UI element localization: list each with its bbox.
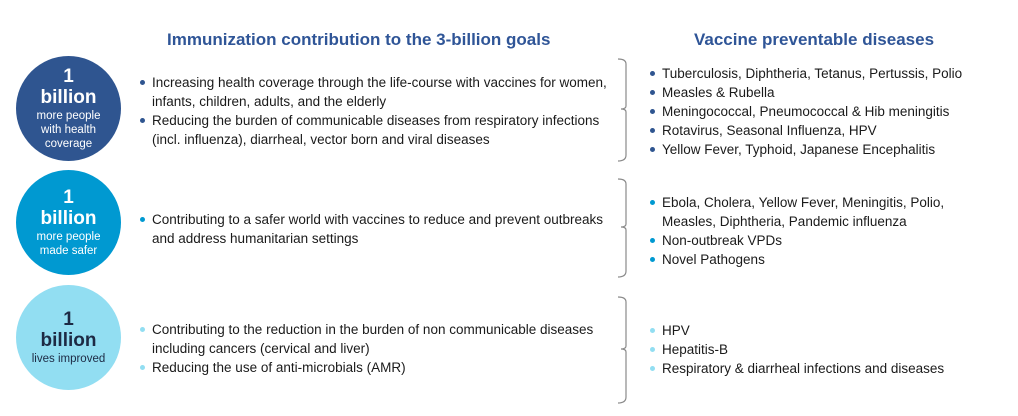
goal-subtitle: coverage <box>44 137 93 150</box>
goal-subtitle: lives improved <box>31 352 106 365</box>
contribution-list <box>138 73 608 149</box>
disease-item: Yellow Fever, Typhoid, Japanese Encephalitis <box>648 140 993 159</box>
goal-subtitle: more people <box>36 109 101 122</box>
disease-item: Novel Pathogens <box>648 250 993 269</box>
goal-circle <box>16 56 121 161</box>
disease-item: Non-outbreak VPDs <box>648 231 993 250</box>
contribution-list <box>138 210 608 248</box>
contribution-list <box>138 320 608 377</box>
contribution-item: Contributing to a safer world with vaccines to reduce and prevent outbreaks and address humanitarian settings <box>138 210 608 248</box>
goal-number: 1 <box>63 308 74 330</box>
goal-number: 1 <box>63 65 74 87</box>
goal-number: 1 <box>63 186 74 208</box>
goal-subtitle: more people <box>36 230 101 243</box>
disease-item: Meningococcal, Pneumococcal & Hib meningitis <box>648 102 993 121</box>
bracket <box>612 178 632 278</box>
disease-list <box>648 321 993 378</box>
goal-circle <box>16 285 121 390</box>
disease-list <box>648 193 993 269</box>
disease-item: Tuberculosis, Diphtheria, Tetanus, Pertussis, Polio <box>648 64 993 83</box>
contribution-item: Contributing to the reduction in the burden of non communicable diseases including cancers (cervical and liver) <box>138 320 608 358</box>
contribution-item: Increasing health coverage through the life-course with vaccines for women, infants, children, adults, and the elderly <box>138 73 608 111</box>
goal-unit: billion <box>40 329 97 351</box>
diseases-header: Vaccine preventable diseases <box>694 30 935 49</box>
goal-circle <box>16 170 121 275</box>
disease-item: Measles & Rubella <box>648 83 993 102</box>
goal-unit: billion <box>40 86 97 108</box>
contribution-item: Reducing the burden of communicable diseases from respiratory infections (incl. influenza), diarrheal, vector born and viral diseases <box>138 111 608 149</box>
disease-list <box>648 64 993 159</box>
bracket <box>612 58 632 162</box>
goal-unit: billion <box>40 207 97 229</box>
bracket <box>612 296 632 404</box>
disease-item: Ebola, Cholera, Yellow Fever, Meningitis, Polio, Measles, Diphtheria, Pandemic influenza <box>648 193 993 231</box>
disease-item: Rotavirus, Seasonal Influenza, HPV <box>648 121 993 140</box>
goal-subtitle: made safer <box>39 244 98 257</box>
contribution-header: Immunization contribution to the 3-billion goals <box>167 30 551 49</box>
goal-subtitle: with health <box>41 123 96 136</box>
disease-item: HPV <box>648 321 993 340</box>
contribution-item: Reducing the use of anti-microbials (AMR) <box>138 358 608 377</box>
disease-item: Hepatitis-B <box>648 340 993 359</box>
disease-item: Respiratory & diarrheal infections and diseases <box>648 359 993 378</box>
